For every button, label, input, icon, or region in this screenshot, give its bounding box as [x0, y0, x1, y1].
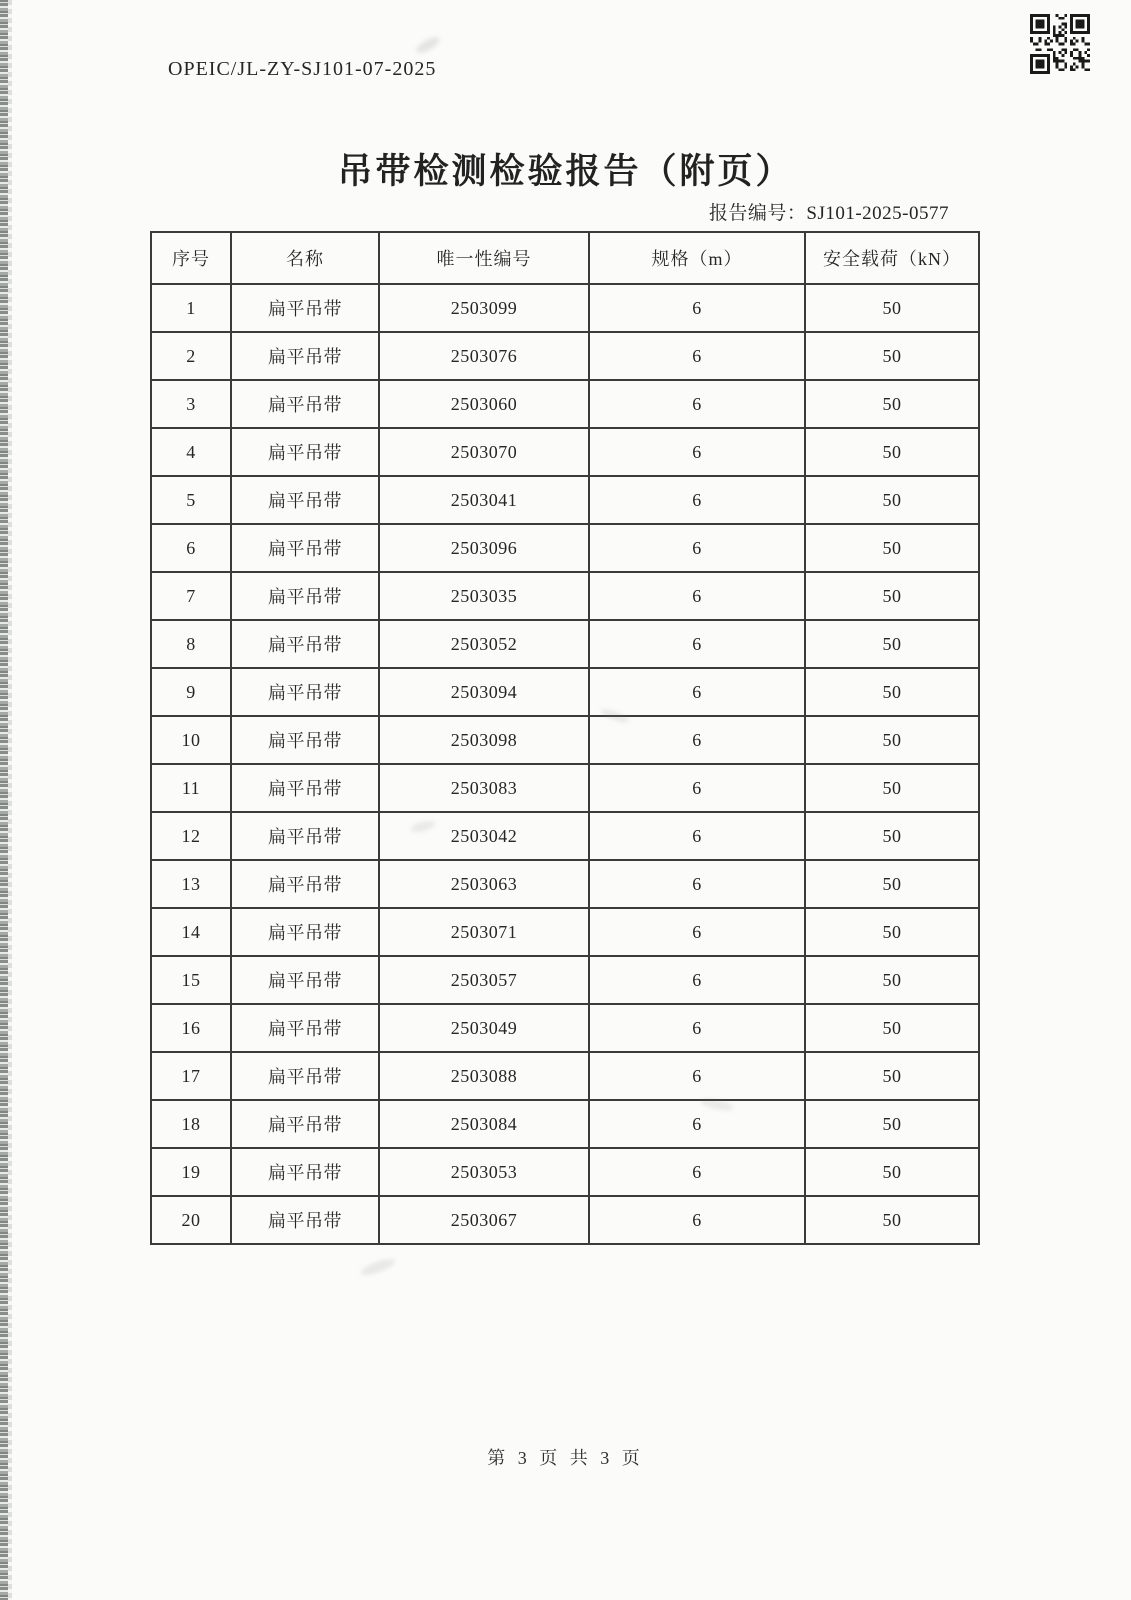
table-row: [151, 812, 979, 860]
cell-name: 扁平吊带: [231, 620, 379, 668]
cell-uid: 2503096: [379, 524, 589, 572]
table-row: [151, 1004, 979, 1052]
cell-name: 扁平吊带: [231, 332, 379, 380]
cell-index: 8: [151, 620, 231, 668]
cell-load: 50: [805, 956, 979, 1004]
cell-uid: 2503063: [379, 860, 589, 908]
column-header-spec: 规格（m）: [589, 232, 805, 284]
table-row: [151, 668, 979, 716]
cell-spec: 6: [589, 908, 805, 956]
cell-spec: 6: [589, 284, 805, 332]
cell-uid: 2503088: [379, 1052, 589, 1100]
cell-name: 扁平吊带: [231, 1196, 379, 1244]
document-code: OPEIC/JL-ZY-SJ101-07-2025: [168, 58, 437, 80]
cell-load: 50: [805, 1052, 979, 1100]
cell-uid: 2503042: [379, 812, 589, 860]
cell-spec: 6: [589, 1004, 805, 1052]
cell-index: 9: [151, 668, 231, 716]
cell-name: 扁平吊带: [231, 1148, 379, 1196]
table-row: [151, 764, 979, 812]
cell-load: 50: [805, 476, 979, 524]
cell-spec: 6: [589, 428, 805, 476]
column-header-index: 序号: [151, 232, 231, 284]
cell-index: 19: [151, 1148, 231, 1196]
cell-load: 50: [805, 332, 979, 380]
table-row: [151, 1052, 979, 1100]
cell-name: 扁平吊带: [231, 380, 379, 428]
cell-index: 14: [151, 908, 231, 956]
cell-name: 扁平吊带: [231, 716, 379, 764]
cell-index: 17: [151, 1052, 231, 1100]
cell-load: 50: [805, 860, 979, 908]
table-row: [151, 284, 979, 332]
cell-index: 12: [151, 812, 231, 860]
cell-index: 2: [151, 332, 231, 380]
cell-index: 15: [151, 956, 231, 1004]
cell-spec: 6: [589, 1052, 805, 1100]
cell-uid: 2503098: [379, 716, 589, 764]
cell-index: 3: [151, 380, 231, 428]
cell-index: 10: [151, 716, 231, 764]
scan-edge-artifact: [0, 0, 8, 1600]
column-header-load: 安全载荷（kN）: [805, 232, 979, 284]
cell-uid: 2503052: [379, 620, 589, 668]
cell-index: 20: [151, 1196, 231, 1244]
page-title: 吊带检测检验报告（附页）: [337, 152, 794, 191]
cell-uid: 2503071: [379, 908, 589, 956]
cell-spec: 6: [589, 956, 805, 1004]
table-row: [151, 956, 979, 1004]
cell-name: 扁平吊带: [231, 908, 379, 956]
cell-index: 7: [151, 572, 231, 620]
cell-uid: 2503041: [379, 476, 589, 524]
cell-name: 扁平吊带: [231, 956, 379, 1004]
cell-name: 扁平吊带: [231, 1004, 379, 1052]
cell-index: 11: [151, 764, 231, 812]
table-row: [151, 908, 979, 956]
report-number-line: [150, 198, 977, 225]
cell-spec: 6: [589, 380, 805, 428]
qr-code-icon: [1030, 14, 1090, 74]
cell-index: 4: [151, 428, 231, 476]
cell-load: 50: [805, 428, 979, 476]
cell-load: 50: [805, 380, 979, 428]
cell-uid: 2503060: [379, 380, 589, 428]
scan-smudge: [359, 1256, 396, 1278]
cell-name: 扁平吊带: [231, 284, 379, 332]
cell-spec: 6: [589, 812, 805, 860]
cell-load: 50: [805, 620, 979, 668]
cell-index: 1: [151, 284, 231, 332]
cell-load: 50: [805, 284, 979, 332]
cell-uid: 2503057: [379, 956, 589, 1004]
cell-name: 扁平吊带: [231, 1052, 379, 1100]
cell-load: 50: [805, 668, 979, 716]
cell-index: 13: [151, 860, 231, 908]
cell-name: 扁平吊带: [231, 812, 379, 860]
cell-uid: 2503035: [379, 572, 589, 620]
table-row: [151, 1100, 979, 1148]
cell-uid: 2503094: [379, 668, 589, 716]
scan-smudge: [414, 34, 442, 56]
cell-load: 50: [805, 1196, 979, 1244]
cell-name: 扁平吊带: [231, 1100, 379, 1148]
cell-spec: 6: [589, 764, 805, 812]
cell-spec: 6: [589, 620, 805, 668]
cell-spec: 6: [589, 1100, 805, 1148]
cell-index: 18: [151, 1100, 231, 1148]
cell-spec: 6: [589, 1148, 805, 1196]
cell-spec: 6: [589, 476, 805, 524]
table-row: [151, 524, 979, 572]
table-body: [151, 284, 979, 1244]
table-row: [151, 332, 979, 380]
cell-load: 50: [805, 1004, 979, 1052]
cell-uid: 2503067: [379, 1196, 589, 1244]
table-row: [151, 860, 979, 908]
cell-spec: 6: [589, 524, 805, 572]
cell-load: 50: [805, 716, 979, 764]
cell-uid: 2503049: [379, 1004, 589, 1052]
cell-load: 50: [805, 524, 979, 572]
cell-load: 50: [805, 764, 979, 812]
table-row: [151, 572, 979, 620]
column-header-uid: 唯一性编号: [379, 232, 589, 284]
table-row: [151, 1196, 979, 1244]
cell-index: 16: [151, 1004, 231, 1052]
table-row: [151, 620, 979, 668]
cell-spec: 6: [589, 1196, 805, 1244]
cell-spec: 6: [589, 332, 805, 380]
table-row: [151, 428, 979, 476]
cell-spec: 6: [589, 860, 805, 908]
report-number-label: 报告编号：: [708, 203, 807, 224]
cell-index: 5: [151, 476, 231, 524]
table-row: [151, 380, 979, 428]
cell-uid: 2503070: [379, 428, 589, 476]
column-header-name: 名称: [231, 232, 379, 284]
cell-uid: 2503099: [379, 284, 589, 332]
cell-name: 扁平吊带: [231, 476, 379, 524]
table-header-row: [151, 232, 979, 284]
cell-name: 扁平吊带: [231, 860, 379, 908]
cell-name: 扁平吊带: [231, 428, 379, 476]
cell-name: 扁平吊带: [231, 764, 379, 812]
table-row: [151, 1148, 979, 1196]
cell-name: 扁平吊带: [231, 668, 379, 716]
cell-load: 50: [805, 1148, 979, 1196]
scan-edge-artifact-light: [8, 0, 12, 1600]
inspection-table: [150, 231, 980, 1245]
cell-spec: 6: [589, 668, 805, 716]
cell-load: 50: [805, 908, 979, 956]
cell-spec: 6: [589, 572, 805, 620]
cell-load: 50: [805, 572, 979, 620]
table-row: [151, 716, 979, 764]
cell-uid: 2503083: [379, 764, 589, 812]
cell-index: 6: [151, 524, 231, 572]
cell-load: 50: [805, 1100, 979, 1148]
cell-uid: 2503053: [379, 1148, 589, 1196]
cell-uid: 2503076: [379, 332, 589, 380]
cell-load: 50: [805, 812, 979, 860]
page-footer: 第 3 页 共 3 页: [487, 1448, 644, 1468]
report-number-value: SJ101-2025-0577: [806, 203, 949, 224]
cell-uid: 2503084: [379, 1100, 589, 1148]
table-row: [151, 476, 979, 524]
cell-name: 扁平吊带: [231, 572, 379, 620]
cell-spec: 6: [589, 716, 805, 764]
cell-name: 扁平吊带: [231, 524, 379, 572]
